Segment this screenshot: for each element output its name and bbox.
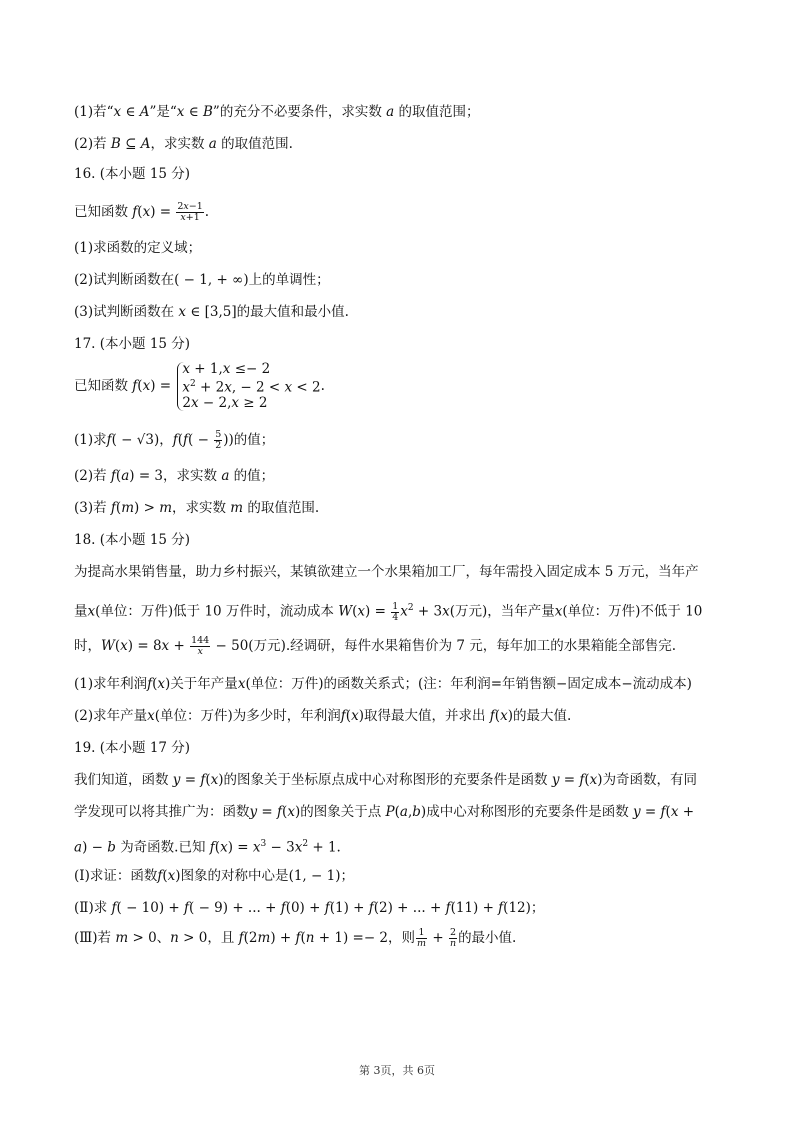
- text: ；: [530, 900, 545, 916]
- p18-q2: (2)求年产量x(单位：万件)为多少时，年利润f(x)取得最大值，并求出 f(x)的最大值.: [74, 708, 572, 724]
- text: 的最小值.: [458, 930, 517, 946]
- p15-part2: (2)若 B ⊆ A，求实数 a 的取值范围.: [74, 136, 293, 152]
- text: ，求实数: [172, 500, 226, 516]
- text: 的值；: [233, 468, 275, 484]
- fraction: $\frac{5}{2}$: [215, 429, 222, 451]
- text: (1)求: [74, 432, 107, 448]
- text: 已知函数: [74, 204, 128, 220]
- text: ”是“: [149, 104, 177, 120]
- text: (单位：万件)为多少时，年利润: [154, 708, 341, 724]
- p17-q3: (3)若 f(m) > m，求实数 m 的取值范围.: [74, 500, 320, 516]
- text: (1)求年利润: [74, 676, 148, 692]
- p19-para1: 我们知道，函数 y = f(x)的图象关于坐标原点成中心对称图形的充要条件是函数 y = f(x)为奇函数，有同: [74, 772, 698, 788]
- text: 的最大值.: [512, 708, 572, 724]
- text: (2)求年产量: [74, 708, 148, 724]
- p19-para3: a) − b 为奇函数.已知 $f(x) = x^3 - 3x^2 + 1$.: [74, 839, 341, 856]
- p18-para3: 时，W(x) = 8x + $\frac{144}{x}$ − 50(万元).经调研，每件水果箱售价为 7 元，每年加工的水果箱能全部售完.: [74, 635, 677, 657]
- text: (2)若: [74, 468, 107, 484]
- p17-q2: (2)若 f(a) = 3，求实数 a 的值；: [74, 468, 275, 484]
- p18-q1: (1)求年利润f(x)关于年产量x(单位：万件)的函数关系式；(注：年利润=年销售额−固定成本−流动成本): [74, 676, 692, 692]
- text: 为奇函数，有同: [602, 772, 698, 788]
- text: (2)若: [74, 136, 107, 152]
- text: 的图象关于点: [300, 804, 382, 820]
- text: 为奇函数.已知: [120, 839, 206, 856]
- p18-para1: 为提高水果销售量，助力乡村振兴，某镇欲建立一个水果箱加工厂，每年需投入固定成本 5 万元，当年产: [74, 564, 699, 580]
- text: (万元).经调研，每件水果箱售价为 7 元，每年加工的水果箱能全部售完.: [248, 638, 677, 654]
- p19-para2: 学发现可以将其推广为：函数y = f(x)的图象关于点 P(a,b)成中心对称图形的充要条件是函数 y = f(x +: [74, 804, 695, 820]
- text: (3)若: [74, 500, 107, 516]
- piecewise-function: x + 1,x ≤− 2 $x^2 + 2x$, − 2 < x < 2 2x − 2,x ≥ 2: [177, 362, 320, 411]
- text: 学发现可以将其推广为：函数: [74, 804, 250, 820]
- text: 的取值范围.: [221, 136, 293, 152]
- text: 时，: [74, 638, 101, 654]
- fraction: $\frac{2x-1}{x+1}$: [177, 201, 203, 223]
- p16-q2: (2)试判断函数在( − 1, + ∞)上的单调性；: [74, 272, 330, 288]
- p17-intro: 已知函数 f(x) = x + 1,x ≤− 2 $x^2 + 2x$, − 2 < x < 2 2x − 2,x ≥ 2 .: [74, 361, 325, 411]
- text: ，求实数: [163, 468, 218, 484]
- text: (2)试判断函数在(: [74, 272, 180, 288]
- fraction: $\frac{2}{n}$: [449, 927, 457, 949]
- text: ，求实数: [150, 136, 205, 152]
- text: (3)试判断函数在: [74, 304, 175, 320]
- p17-header: 17. (本小题 15 分): [74, 336, 191, 352]
- text: (Ⅰ)求证：函数: [74, 868, 158, 884]
- text: (万元)，当年产量: [449, 603, 555, 620]
- p19-q1: (Ⅰ)求证：函数f(x)图象的对称中心是(1, − 1)；: [74, 868, 354, 884]
- text: (单位：万件)不低于 10: [562, 603, 703, 620]
- p19-header: 19. (本小题 17 分): [74, 740, 191, 756]
- text: (单位：万件)低于 10 万件时，流动成本: [95, 603, 334, 620]
- p17-q1: (1)求f( − √3)，f(f( − $\frac{5}{2}$ ))的值；: [74, 429, 275, 451]
- text: ”的充分不必要条件，求实数: [212, 104, 382, 120]
- text: 的最大值和最小值.: [236, 304, 349, 320]
- p15-part1: (1)若“x ∈ A”是“x ∈ B”的充分不必要条件，求实数 a 的取值范围；: [74, 104, 480, 120]
- text: 成中心对称图形的充要条件是函数: [426, 804, 629, 820]
- text: 我们知道，函数: [74, 772, 169, 788]
- fraction: $\frac{144}{x}$: [191, 635, 210, 657]
- text: 已知函数: [74, 378, 128, 394]
- p16-intro: 已知函数 f(x) = $\frac{2x-1}{x+1}$ .: [74, 201, 210, 223]
- text: 量: [74, 603, 88, 620]
- text: ，则: [388, 930, 416, 946]
- p16-header: 16. (本小题 15 分): [74, 166, 191, 182]
- text: (Ⅲ)若: [74, 930, 112, 946]
- p18-header: 18. (本小题 15 分): [74, 532, 191, 548]
- text: 的图象关于坐标原点成中心对称图形的充要条件是函数: [223, 772, 548, 788]
- text: 图象的对称中心是: [180, 868, 289, 884]
- p16-q3: (3)试判断函数在 x ∈ [3,5]的最大值和最小值.: [74, 304, 349, 320]
- text: 的取值范围.: [247, 500, 320, 516]
- text: (单位：万件)的函数关系式；(注：年利润=年销售额−固定成本−流动成本): [245, 676, 692, 692]
- text: ，且: [207, 930, 235, 946]
- p18-para2: 量x(单位：万件)低于 10 万件时，流动成本 W(x) = $\frac{1}{4}$ $x^2 + 3x$(万元)，当年产量x(单位：万件)不低于 10: [74, 600, 703, 623]
- fraction: $\frac{1}{4}$: [392, 600, 399, 623]
- page-footer: 第 3页，共 6页: [359, 1064, 435, 1077]
- p16-q1: (1)求函数的定义域；: [74, 240, 202, 256]
- text: 取得最大值，并求出: [363, 708, 486, 724]
- text: 关于年产量: [170, 676, 238, 692]
- fraction: $\frac{1}{m}$: [417, 927, 427, 949]
- p19-q2: (Ⅱ)求 f( − 10) + f( − 9) + ... + f(0) + f(1) + f(2) + ... + f(11) + f(12)；: [74, 900, 545, 916]
- text: )上的单调性；: [243, 272, 330, 288]
- text: (1)若“: [74, 104, 114, 120]
- text: (Ⅱ)求: [74, 900, 108, 916]
- text: 的取值范围；: [398, 104, 480, 120]
- p19-q3: (Ⅲ)若 m > 0、n > 0，且 f(2m) + f(n + 1) =− 2，则 $\frac{1}{m}$ + $\frac{2}{n}$ 的最小值.: [74, 927, 517, 949]
- text: ；: [340, 868, 354, 884]
- text: 的值；: [233, 432, 275, 448]
